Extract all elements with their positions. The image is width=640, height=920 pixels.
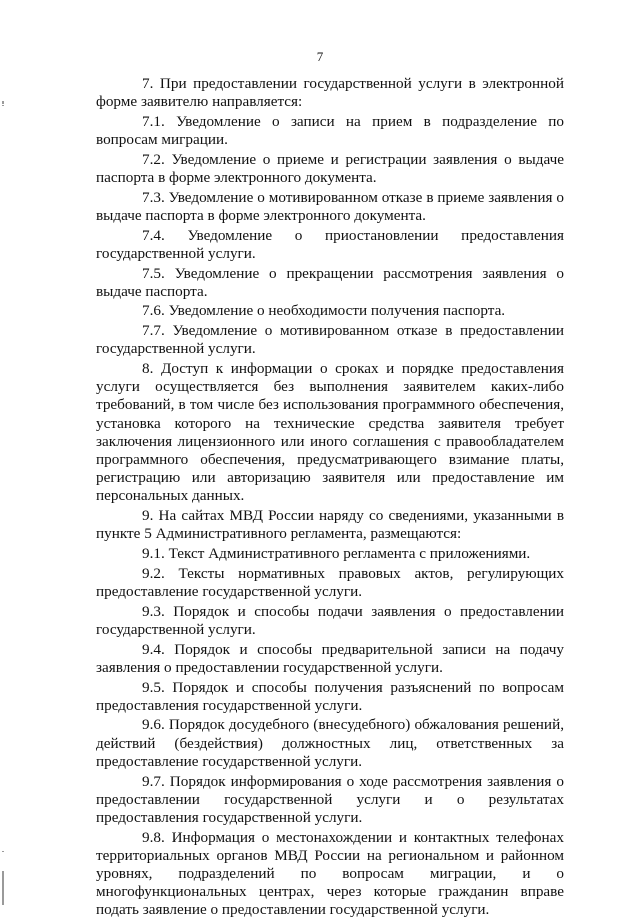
scan-artifact-mark xyxy=(2,101,4,104)
paragraph-7-3: 7.3. Уведомление о мотивированном отказе в приеме заявления о выдаче паспорта в форме электронного документа. xyxy=(96,188,564,224)
paragraph-7-2: 7.2. Уведомление о приеме и регистрации заявления о выдаче паспорта в форме электронного документа. xyxy=(96,150,564,187)
paragraph-7-6: 7.6. Уведомление о необходимости получения паспорта. xyxy=(142,302,506,320)
paragraph-9-5: 9.5. Порядок и способы получения разъяснений по вопросам предоставления государственной услуги. xyxy=(96,678,564,714)
scan-edge-line xyxy=(2,871,4,905)
paragraph-9-3: 9.3. Порядок и способы подачи заявления о предоставлении государственной услуги. xyxy=(96,602,564,638)
scan-artifact-mark xyxy=(2,105,4,106)
page-number: 7 xyxy=(316,49,324,64)
paragraph-7-7: 7.7. Уведомление о мотивированном отказе в предоставлении государственной услуги. xyxy=(96,322,564,358)
paragraph-8: 8. Доступ к информации о сроках и порядке предоставления услуги осуществляется без выполнения заявителем каких-либо требований, в том числе без использования программного обеспечения, установка которого на технические средства заявителя требует заключения лицензионного или иного соглашения с правообладателем программного обеспечения, предусматривающего взимание платы, регистрацию или авторизацию заявителя или предоставление им персональных данных. xyxy=(96,360,564,505)
paragraph-9-6: 9.6. Порядок досудебного (внесудебного) обжалования решений, действий (бездействия) должностных лиц, ответственных за предоставление государственной услуги. xyxy=(96,716,564,770)
paragraph-7: 7. При предоставлении государственной услуги в электронной форме заявителю направляется: xyxy=(96,75,564,111)
paragraph-7-5: 7.5. Уведомление о прекращении рассмотрения заявления о выдаче паспорта. xyxy=(96,264,564,300)
paragraph-7-1: 7.1. Уведомление о записи на прием в подразделение по вопросам миграции. xyxy=(96,112,564,149)
document-body xyxy=(96,75,564,920)
scan-artifact-mark xyxy=(2,851,4,852)
paragraph-7-4: 7.4. Уведомление о приостановлении предоставления государственной услуги. xyxy=(96,226,564,262)
paragraph-9-2: 9.2. Тексты нормативных правовых актов, регулирующих предоставление государственной услуги. xyxy=(96,564,564,600)
paragraph-9-4: 9.4. Порядок и способы предварительной записи на подачу заявления о предоставлении государственной услуги. xyxy=(96,640,564,676)
paragraph-9-1: 9.1. Текст Административного регламента с приложениями. xyxy=(142,545,531,563)
paragraph-9-8: 9.8. Информация о местонахождении и контактных телефонах территориальных органов МВД России на региональном и районном уровнях, подразделений по вопросам миграции, и о многофункциональных центрах, через которые гражданин вправе подать заявление о предоставлении государственной услуги. xyxy=(96,828,564,919)
paragraph-9: 9. На сайтах МВД России наряду со сведениями, указанными в пункте 5 Административного регламента, размещаются: xyxy=(96,507,564,543)
paragraph-9-7: 9.7. Порядок информирования о ходе рассмотрения заявления о предоставлении государственной услуги и о результатах предоставления государственной услуги. xyxy=(96,772,564,826)
